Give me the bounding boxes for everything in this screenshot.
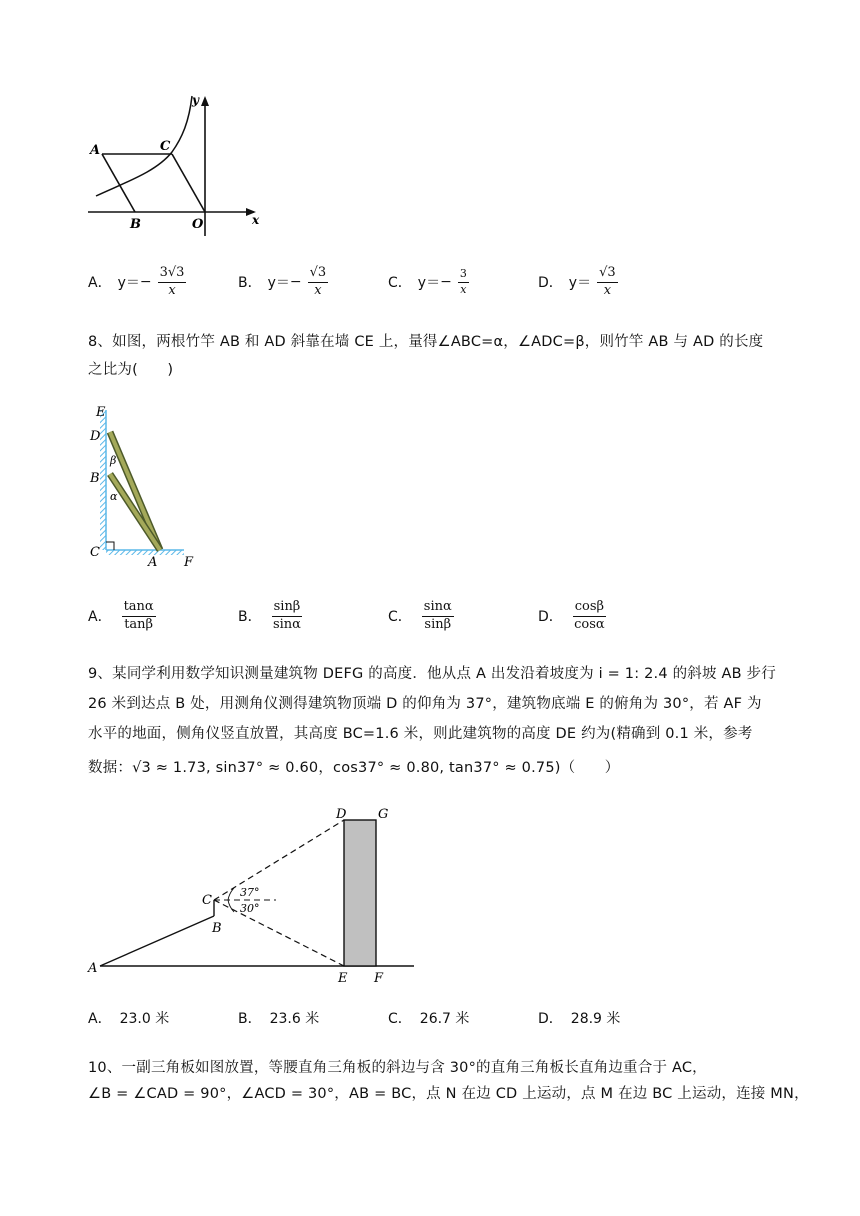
label-f: F	[374, 971, 384, 986]
q9-text-line1: 9、某同学利用数学知识测量建筑物 DEFG 的高度．他从点 A 出发沿着坡度为 i = 1: 2.4 的斜坡 AB 步行	[88, 666, 776, 682]
label-g: G	[378, 807, 389, 822]
label-angle-up: 37°	[240, 886, 260, 899]
label-c: C	[160, 139, 171, 154]
label-d: D	[336, 807, 347, 822]
q9-text-line3: 水平的地面，侧角仪竖直放置，其高度 BC=1.6 米，则此建筑物的高度 DE 约为(精确到 0.1 米，参考	[88, 726, 753, 742]
wall-hatch	[100, 410, 106, 550]
label-alpha: α	[110, 490, 118, 503]
segment-ab	[102, 154, 135, 212]
q9-option-c[interactable]: C． 26.7 米	[388, 1011, 470, 1027]
y-axis-arrow	[201, 96, 209, 106]
label-b: B	[212, 921, 222, 936]
q7-option-a[interactable]: A． y＝ − $\frac{3√3}{x}$	[88, 265, 185, 298]
label-a: A	[90, 143, 101, 158]
angle-arc-up	[228, 888, 234, 900]
fraction: $\frac{\cos\beta}{\cos\alpha}$	[574, 599, 605, 632]
fraction: $\frac{\sin\alpha}{\sin\beta}$	[423, 599, 452, 632]
label-e: E	[96, 405, 106, 420]
fraction: $\frac{3√3}{x}$	[159, 265, 185, 298]
q10-text-line2: ∠B = ∠CAD = 90°，∠ACD = 30°，AB = BC，点 N 在边 CD 上运动，点 M 在边 BC 上运动，连接 MN，	[88, 1086, 809, 1102]
label-y: y	[192, 93, 199, 107]
label-b: B	[130, 217, 141, 232]
q8-option-a[interactable]: A． $\frac{\tan\alpha}{\tan\beta}$	[88, 599, 154, 632]
fraction: $\frac{3}{x}$	[459, 267, 467, 296]
fraction: $\frac{\sin\beta}{\sin\alpha}$	[272, 599, 301, 632]
right-angle-mark	[106, 542, 114, 550]
q8-option-b[interactable]: B． $\frac{\sin\beta}{\sin\alpha}$	[238, 599, 301, 632]
q9-option-a[interactable]: A． 23.0 米	[88, 1011, 170, 1027]
q9-text-line2: 26 米到达点 B 处，用测角仪测得建筑物顶端 D 的仰角为 37°，建筑物底端 E 的俯角为 30°，若 AF 为	[88, 696, 762, 712]
q9-option-b[interactable]: B． 23.6 米	[238, 1011, 320, 1027]
building-defg	[344, 820, 376, 966]
label-d: D	[90, 429, 101, 444]
label-a: A	[148, 555, 158, 570]
q8-figure	[86, 402, 206, 572]
label-x: x	[252, 213, 260, 227]
fraction: $\frac{\tan\alpha}{\tan\beta}$	[123, 599, 154, 632]
q9-text-line4: 数据：√3 ≈ 1.73, sin37° ≈ 0.60，cos37° ≈ 0.80, tan37° ≈ 0.75)（ ）	[88, 760, 620, 776]
q8-option-c[interactable]: C． $\frac{\sin\alpha}{\sin\beta}$	[388, 599, 452, 632]
q8-text-line2: 之比为( )	[88, 362, 174, 378]
label-b: B	[90, 471, 100, 486]
label-angle-down: 30°	[240, 902, 260, 915]
q9-option-d[interactable]: D． 28.9 米	[538, 1011, 621, 1027]
q8-text-line1: 8、如图，两根竹竿 AB 和 AD 斜靠在墙 CE 上，量得∠ABC=α，∠ADC=β，则竹竿 AB 与 AD 的长度	[88, 334, 764, 350]
q7-option-d[interactable]: D． y＝ $\frac{√3}{x}$	[538, 265, 616, 298]
q7-option-c[interactable]: C． y＝ − $\frac{3}{x}$	[388, 267, 467, 296]
label-f: F	[184, 555, 194, 570]
sight-line-ce	[214, 900, 344, 966]
segment-co	[172, 154, 205, 212]
fraction: $\frac{√3}{x}$	[599, 265, 616, 298]
q7-option-b[interactable]: B． y＝ − $\frac{√3}{x}$	[238, 265, 327, 298]
q7-figure	[86, 92, 266, 242]
curve	[96, 96, 192, 196]
label-beta: β	[110, 454, 117, 467]
label-c: C	[202, 893, 212, 908]
q10-text-line1: 10、一副三角板如图放置，等腰直角三角板的斜边与含 30°的直角三角板长直角边重合于 AC，	[88, 1060, 707, 1076]
label-a: A	[88, 961, 98, 976]
slope-ab	[100, 916, 214, 966]
q9-figure	[86, 800, 426, 990]
q8-option-d[interactable]: D． $\frac{\cos\beta}{\cos\alpha}$	[538, 599, 605, 632]
label-o: O	[192, 217, 204, 232]
label-c: C	[90, 545, 100, 560]
fraction: $\frac{√3}{x}$	[309, 265, 327, 298]
label-e: E	[338, 971, 348, 986]
